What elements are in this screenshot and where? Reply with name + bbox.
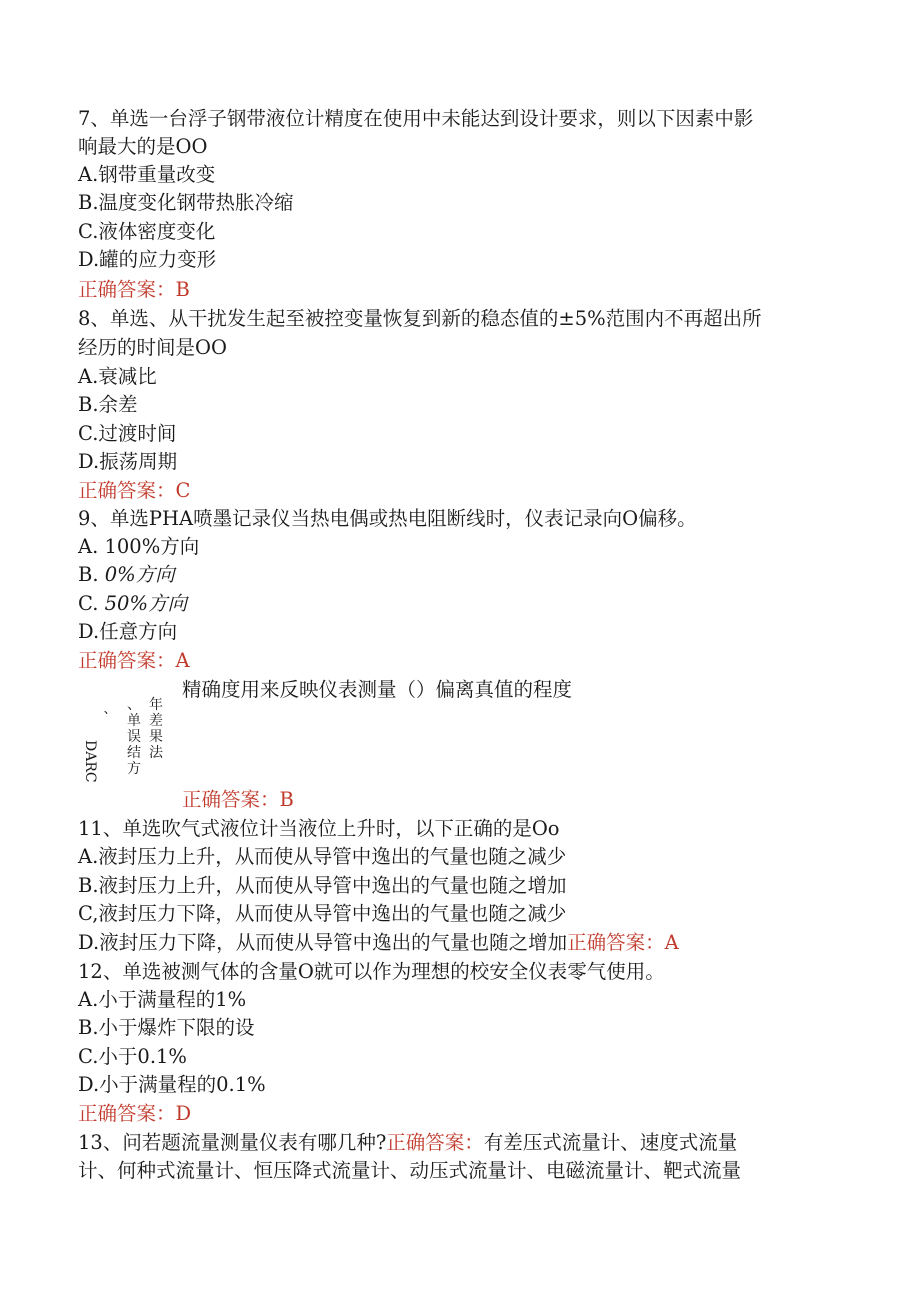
q12-stem: 12、单选被测气体的含量O就可以作为理想的校安全仪表零气使用。: [78, 960, 665, 983]
q9-option-c-text: 50%方向: [104, 592, 187, 615]
q12-option-a: A.小于满量程的1%: [78, 988, 247, 1011]
q13-stem: [78, 1129, 737, 1157]
q10-mark: 、: [103, 702, 117, 717]
q10-vertical-col2: 年差果法: [149, 697, 163, 761]
q8-stem-line1: 8、单选、从干扰发生起至被控变量恢复到新的稳态值的±5%范围内不再超出所: [78, 307, 762, 330]
q9-option-c-prefix: C.: [78, 592, 105, 615]
q11-option-b: B.液封压力上升，从而使从导管中逸出的气量也随之增加: [78, 874, 567, 897]
q7-option-c: C.液体密度变化: [78, 220, 216, 243]
q13-answer-line2: 计、何种式流量计、恒压降式流量计、动压式流量计、电磁流量计、靶式流量: [78, 1159, 742, 1182]
q7-stem-line1: 7、单选一台浮子钢带液位计精度在使用中未能达到设计要求，则以下因素中影: [78, 107, 754, 130]
q12-option-b: B.小于爆炸下限的设: [78, 1016, 255, 1039]
q9-stem: 9、单选PHA喷墨记录仪当热电偶或热电阻断线时，仪表记录向O偏移。: [78, 507, 697, 530]
q13-question: 13、问若题流量测量仪表有哪几种?: [78, 1131, 387, 1154]
q11-option-c: C,液封压力下降，从而使从导管中逸出的气量也随之减少: [78, 902, 567, 925]
q12-option-c: C.小于0.1%: [78, 1045, 187, 1068]
q10-answer: 正确答案：B: [182, 788, 294, 811]
q8-option-d: D.振荡周期: [78, 450, 178, 473]
q9-option-b-text: 0%方向: [104, 563, 175, 586]
q10-vertical-col1: 、单误结方: [127, 697, 141, 777]
q9-option-b: [78, 561, 175, 589]
q7-option-b: B.温度变化钢带热胀冷缩: [78, 191, 294, 214]
q7-answer: 正确答案：B: [78, 278, 190, 301]
q12-option-d: D.小于满量程的0.1%: [78, 1073, 266, 1096]
q8-stem-line2: 经历的时间是OO: [78, 336, 227, 359]
q11-answer: 正确答案：A: [567, 931, 679, 954]
q8-answer: 正确答案：C: [78, 479, 191, 502]
q10-stem: 精确度用来反映仪表测量（）偏离真值的程度: [182, 678, 573, 701]
q8-option-b: B.余差: [78, 393, 138, 416]
q11-option-d: [78, 929, 679, 957]
q11-stem: 11、单选吹气式液位计当液位上升时，以下正确的是Oo: [78, 817, 560, 840]
q8-option-c: C.过渡时间: [78, 422, 177, 445]
q11-option-a: A.液封压力上升，从而使从导管中逸出的气量也随之减少: [78, 845, 567, 868]
q9-option-d: D.任意方向: [78, 620, 178, 643]
q13-answer-label: 正确答案：: [386, 1131, 484, 1154]
q9-answer: 正确答案：A: [78, 649, 190, 672]
q9-option-c: [78, 590, 187, 618]
q7-option-d: D.罐的应力变形: [78, 248, 217, 271]
q11-option-d-text: D.液封压力下降，从而使从导管中逸出的气量也随之增加: [78, 931, 568, 954]
q7-option-a: A.钢带重量改变: [78, 163, 216, 186]
q9-option-b-prefix: B.: [78, 563, 105, 586]
q10-rotated-text: DARC: [82, 740, 98, 783]
q8-option-a: A.衰减比: [78, 365, 157, 388]
q12-answer: 正确答案：D: [78, 1102, 192, 1125]
q7-stem-line2: 响最大的是OO: [78, 135, 208, 158]
q13-answer-text: 有差压式流量计、速度式流量: [483, 1131, 738, 1154]
q9-option-a: A. 100%方向: [78, 535, 200, 558]
